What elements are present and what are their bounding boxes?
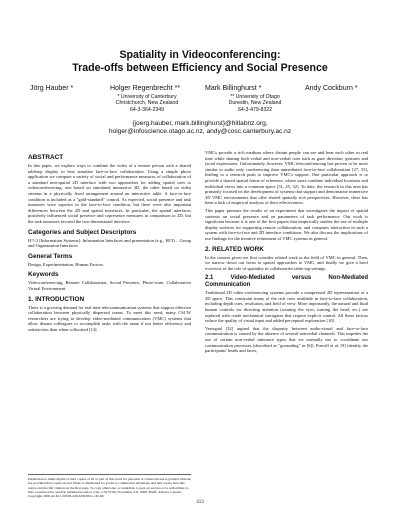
title-line-2: Trade-offs between Efficiency and Social Presence: [72, 62, 328, 74]
subsection-text-1: Traditional 2D video-conferencing systems provide a compressed 2D representation of a 3D space. This constraint many of the rich cues available in face-to-face collaboration, including depth cues, resolution, and field of view. More importantly, the natural and fluid human controls for directing attention (rotating the eyes, turning the head, etc.) are replaced with crude mechanical surrogates that require explicit control. All these factors reduce the quality of visual input and added perceptual exploration [10].: [205, 290, 368, 324]
general-terms-text: Design, Experimentation, Human Factors.: [28, 261, 104, 267]
right-column: [205, 150, 368, 356]
categories-text: H.5.3 [Information Systems]: Information Interfaces and presentation (e.g., HCI) – Group and Organization Interfaces: [28, 237, 191, 249]
introduction-text: There is a growing demand for real time telecommunication systems that support effective collaboration between physically dispersed teams. To meet this need, many CSCW researchers are trying to develop video-mediated communication (VMC) systems that allow distant colleagues to accomplish tasks with the same if not better efficiency and satisfaction than when collocated [14].: [28, 304, 191, 332]
introduction-heading: 1. INTRODUCTION: [28, 295, 85, 303]
author-4: Andy Cockburn *: [305, 85, 358, 92]
abstract-text: In this paper, we explore ways to combine the video of a remote person with a shared tabletop display to best simulate face-to-face collaboration. Using a simple photo application we compare a variety of social and performance measures of collaboration of a standard non-spatial 2D interface with two approaches for adding spatial cues to videoconferencing: one based on simulated immersive 3D, the other based on video streams in a physically fixed arrangement around an interactive table. A face-to-face condition is included as a "gold-standard" control. As expected, social presence and task measures were superior in the face-to-face condition, but there were also important differences between the 2D and spatial interfaces. In particular, the spatial interfaces positively influenced social presence and copresence measures in comparison to 2D, but the task measures favored the two-dimensional interface.: [28, 163, 191, 224]
related-work-text: In the context given we first consider related work in the field of VMC in general. Then, we narrow down our focus to spatial approaches to VMC, and finally we give a brief overview of the role of spatiality in collaborative table-top settings.: [205, 254, 368, 271]
subsection-heading: 2.1 Video-Mediated versus Non-Mediated Communication: [205, 275, 368, 289]
author-emails: [0, 120, 400, 136]
affiliation-otago: ** University of Otago Dunedin, New Zealand 64-3-479-8322: [228, 94, 282, 113]
subsection-text-2: Vertegaal [32] argued that the disparity between audio-visual and face-to-face communication is caused by the absence of several nonverbal channels. This impedes the use of certain non-verbal utterance types that we normally use to coordinate our communication processes (described as "grounding" in [6]). Purcell et al. [9] identify the participants' heads and faces,: [205, 325, 368, 354]
related-work-heading: 2. RELATED WORK: [205, 245, 264, 253]
author-3: Mark Billinghurst *: [205, 85, 262, 92]
page-number: 413: [196, 500, 204, 505]
affiliation-canterbury: * University of Canterbury Christchurch, New Zealand 64-3-364-2349: [115, 94, 179, 113]
left-column: [28, 150, 191, 334]
right-paragraph-1: VMCs provide a rich medium where distant people can see and hear each other in real time while sharing both verbal and non-verbal cues such as gaze direction, gestures and facial expressions. Unfortunately, however, VMC teleconferencing has proven to be more similar to audio only conferencing than unmediated face-to-face collaboration [27, 33], leading to a research push to improve VMC's support. One particular approach is to provide a shared spatial frame of reference, where users combine individual locations and individual views into a common space [31, 25, 32]. To date, the research in this area has primarily focused on the development of systems that support and demonstrate immersive 3D VMC environments that offer shared spatially rich perspectives. However, there has been a lack of empirical analysis of their effectiveness.: [205, 150, 368, 206]
general-terms-heading: General Terms: [28, 252, 73, 260]
author-1: Jörg Hauber *: [30, 85, 74, 92]
abstract-heading: ABSTRACT: [28, 154, 64, 161]
keywords-heading: Keywords: [28, 271, 59, 279]
copyright-footnote: Permission to make digital or hard copies of all or part of this work for personal or classroom use is granted without fee provided that copies are not made or distributed for profit or commercial advantage and that copies bear this notice and the full citation on the first page. To copy otherwise, or republish, to post on servers or to redistribute to lists, requires prior specific permission and/or a fee. CSCW'06, November 4–8, 2006, Banff, Alberta, Canada. Copyright 2006 ACM 1-59593-249-6/06/0011...$5.00.: [28, 474, 191, 498]
email-line-2: holger@infoscience.otago.ac.nz, andy@cosc.canterbury.ac.nz: [108, 128, 292, 135]
paper-title: [0, 49, 400, 75]
title-line-1: Spatiality in Videoconferencing:: [119, 49, 281, 61]
author-2: Holger Regenbrecht **: [110, 85, 181, 92]
keywords-text: Videoconferencing, Remote Collaboration, Social Presence, Photo-ware, Collaborative Virtual Environment: [28, 280, 191, 291]
right-paragraph-2: This paper presents the results of an experiment that investigates the impact of spatial contexts on social presence and on parameters of task performance. Our work is significant because it is one of the first papers that empirically studies the use of multiple display surfaces for supporting remote collaboration, and compares interaction in such a system with face-to-face and 2D interface conditions. We also discuss the implications of our findings for the iterative refinement of VMC systems in general.: [205, 207, 368, 241]
categories-heading: Categories and Subject Descriptors: [28, 228, 137, 236]
email-line-1: {joerg.hauber, mark.billinghurst}@hitlabnz.org,: [132, 120, 268, 127]
